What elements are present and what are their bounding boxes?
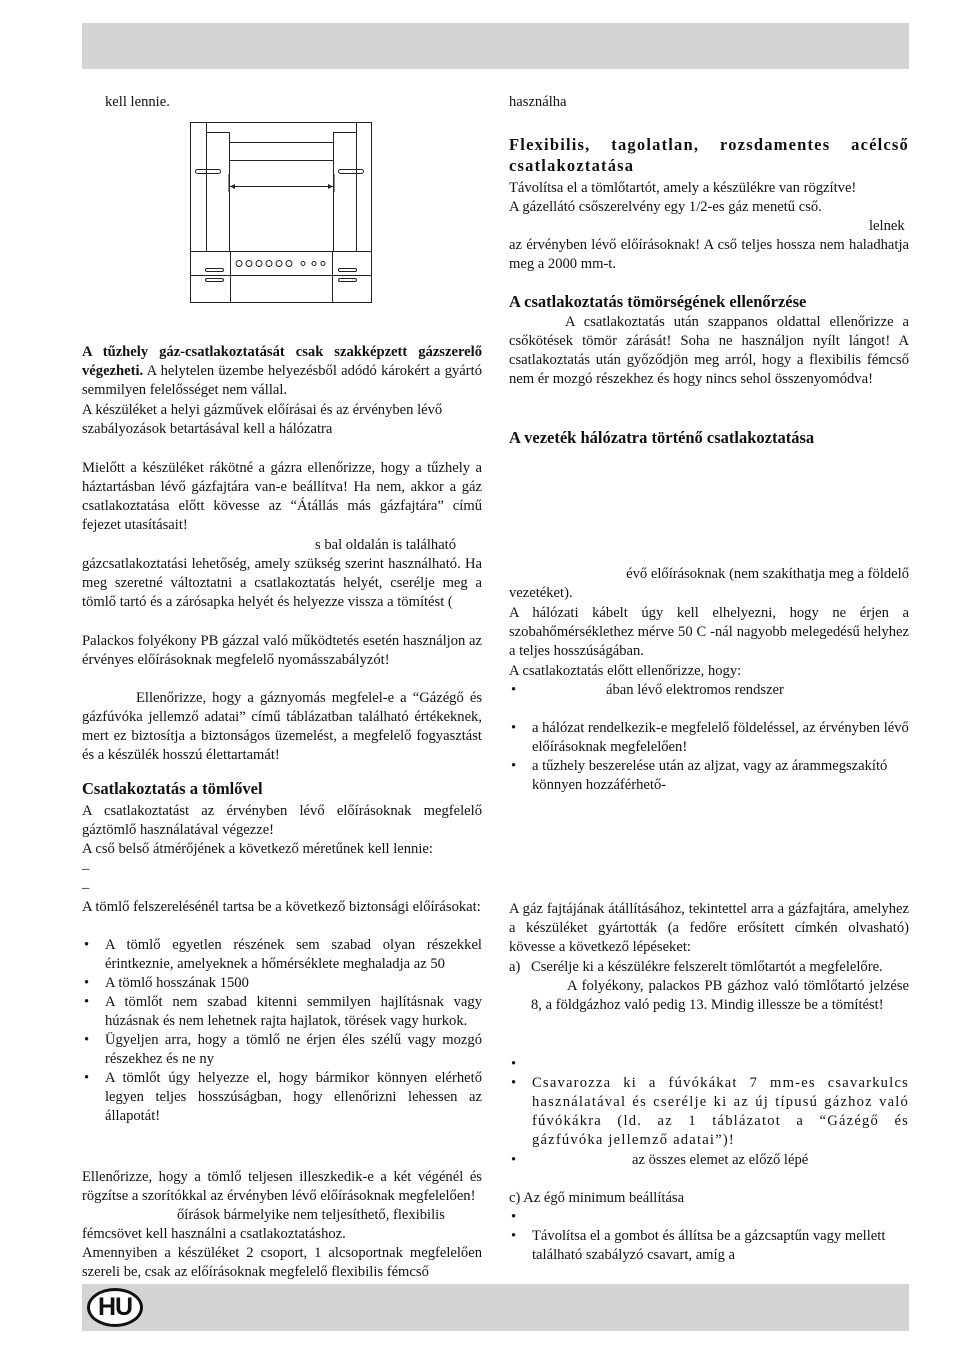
list-minimum-setting [509,1227,909,1265]
paragraph-installation-warning [82,343,482,400]
left-top-fragment: kell lennie. [105,94,170,110]
list-item: • A tömlő egyetlen részének sem szabad olyan részekkel érintkeznie, amelyeknek a hőmérséklete meghaladja az 50 [82,936,482,974]
paragraph-flex-required: fémcsövet kell használni a csatlakoztatáshoz. [82,1226,346,1242]
paragraph-cable-placement: A hálózati kábelt úgy kell elhelyezni, hogy ne érjen a szobahőmérséklethez mérve 50 C -nál nagyobb melegedésű helyhez a teljes hosszúságában. [509,605,909,659]
heading-flexible-pipe: Flexibilis, tagolatlan, rozsdamentes acélcső csatlakoztatása [509,135,909,175]
paragraph-connection-position: gázcsatlakoztatási lehetőség, amely szükség szerint használható. Ha meg szeretné változtatni a csatlakoztatás helyét, cserélje meg a tömlő tartó és a zárósapka helyét és helyezze vissza a tömítést ( [82,556,482,610]
list-item: • Ügyeljen arra, hogy a tömlő ne érjen éles szélű vagy mozgó részekhez és ne ny [82,1031,482,1069]
paragraph-group-install: Amennyiben a készüléket 2 csoport, 1 alcsoportnak megfelelően szereli be, csak az előírásoknak megfelelő flexibilis fémcső [82,1245,482,1280]
paragraph-earth-wire: vezetéket). [509,585,573,601]
list-item: • A tömlő hosszának 1500 [82,974,482,993]
paragraph-pipe-length: az érvényben lévő előírásoknak! A cső teljes hossza nem haladhatja meg a 2000 mm-t. [509,237,909,272]
list-item: • A tömlőt nem szabad kitenni semmilyen hajlításnak vagy húzásnak és nem lehetnek rajta hajlatok, törések vagy hurkok. [82,993,482,1031]
cooker-installation-diagram [190,122,373,304]
reassemble-fragment: az összes elemet az előző lépé [632,1152,809,1168]
footer-bar [82,1284,909,1331]
paragraph-remove-holder: Távolítsa el a tömlőtartót, amely a készülékre van rögzítve! [509,180,857,196]
installation-warning-text: A helytelen üzembe helyezésből adódó károkért a gyártó semmilyen felelősséget nem vállal. [82,363,482,398]
paragraph-check-gas-type: Mielőtt a készüléket rákötné a gázra ellenőrizze, hogy a tűzhely a háztartásban lévő gázfajtára van-e beállítva! Ha nem, akkor a gáz csatlakoztatása előtt kövesse az “Átállás más gázfajtára” című fejezet utasításait! [82,460,482,533]
paragraph-local-rules: A készüléket a helyi gázművek előírásai és az érvényben lévő szabályozások betartásával kell a hálózatra [82,402,443,437]
heading-burner-minimum: c) Az égő minimum beállítása [509,1190,685,1206]
list-item: • a hálózat rendelkezik-e megfelelő földeléssel, az érvényben lévő előírásoknak megfelelően! [509,719,909,757]
electrical-check-fragment: ában lévő elektromos rendszer [606,682,784,698]
step-a-label: a) [509,959,521,975]
paragraph-before-connection: A csatlakoztatás előtt ellenőrizze, hogy: [509,663,742,679]
paragraph-leak-check: A csatlakoztatás után szappanos oldattal ellenőrizze a csőkötések tömör zárását! Soha ne használjon nyílt lángot! A csatlakoztatás után győződjön meg arról, hogy a flexibilis fémcső nem ér mozgó részekhez és hogy nincs sehol összenyomódva! [509,314,909,387]
dash-item-2: – [82,880,90,896]
paragraph-hose-rules: A csatlakoztatást az érvényben lévő előírásoknak megfelelő gáztömlő használatával végezze! [82,803,482,838]
paragraph-fragment-lelnek: lelnek [869,218,905,234]
paragraph-hose-safety: A tömlő felszerelésénél tartsa be a következő biztonsági előírásokat: [82,899,481,915]
dash-item-1: – [82,861,90,877]
heading-hose-connection: Csatlakoztatás a tömlővel [82,779,263,798]
heading-leak-check: A csatlakoztatás tömörségének ellenőrzése [509,292,807,311]
list-item: • Csavarozza ki a fúvókákat 7 mm-es csavarkulcs használatával és cserélje ki az új típusú gázhoz való fúvókákra (ld. az 1 táblázatot a “Gázégő és gázfúvóka jellemző adatai”)! [509,1074,909,1150]
list-item: • a tűzhely beszerelése után az aljzat, vagy az árammegszakító könnyen hozzáférhető- [509,757,909,795]
bullet-glyph: • [511,1152,517,1168]
list-item: • A tömlőt úgy helyezze el, hogy bármikor könnyen elérhető legyen teljes hosszúságban, hogy ellenőrizni lehessen az állapotát! [82,1069,482,1126]
bullet-glyph: • [511,682,517,698]
paragraph-earth-fragment: évő előírásoknak (nem szakíthatja meg a földelő [626,566,909,582]
paragraph-gas-thread: A gázellátó csőszerelvény egy 1/2-es gáz menetű cső. [509,199,822,215]
language-badge: HU [87,1288,143,1327]
paragraph-flex-fragment: őírások bármelyike nem teljesíthető, flexibilis [177,1207,445,1223]
paragraph-hose-diameter: A cső belső átmérőjének a következő méretűnek kell lennie: [82,841,433,857]
bullet-glyph: • [511,1209,517,1225]
right-top-fragment: használha [509,94,567,110]
paragraph-lpg-regulator: Palackos folyékony PB gázzal való működtetés esetén használjon az érvényes előírásoknak megfelelő nyomásszabályzót! [82,633,482,668]
step-a-replace-holder: Cserélje ki a készülékre felszerelt tömlőtartót a megfelelőre. [531,959,883,975]
step-a-holder-markings: A folyékony, palackos PB gázhoz való tömlőtartó jelzése 8, a földgázhoz való pedig 13. Mindig illessze be a tömítést! [531,978,909,1013]
header-bar [82,23,909,69]
paragraph-gas-conversion: A gáz fajtájának átállításához, tekintettel arra a gázfajtára, amelyhez a készüléket gyártották (a fedőre erősített címkén olvasható) kövesse a következő lépéseket: [509,901,909,955]
list-item: • Távolítsa el a gombot és állítsa be a gázcsaptűn vagy mellett található szabályzó csavart, amíg a [509,1227,909,1265]
paragraph-hose-fit: Ellenőrizze, hogy a tömlő teljesen illeszkedik-e a két végénél és rögzítse a szorítókkal az érvényben lévő előírásoknak megfelelően! [82,1169,482,1204]
bullet-glyph: • [511,1056,517,1072]
paragraph-left-side-fragment: s bal oldalán is található [315,537,457,553]
paragraph-gas-pressure: Ellenőrizze, hogy a gáznyomás megfelel-e a “Gázégő és gázfúvóka jellemző adatai” című táblázatban található értékeknek, mert ez biztosítja a biztonságos üzemelést, a megfelelő fogyasztást és a készülék hosszú élettartamát! [82,690,482,763]
list-electrical-checks [509,719,909,795]
list-nozzle-step [509,1074,909,1150]
installation-warning-bold: A tűzhely gáz-csatlakoztatását csak szakképzett gázszerelő végezheti. [82,344,482,379]
heading-electrical-connection: A vezeték hálózatra történő csatlakoztatása [509,428,815,447]
list-hose-safety [82,936,482,1126]
